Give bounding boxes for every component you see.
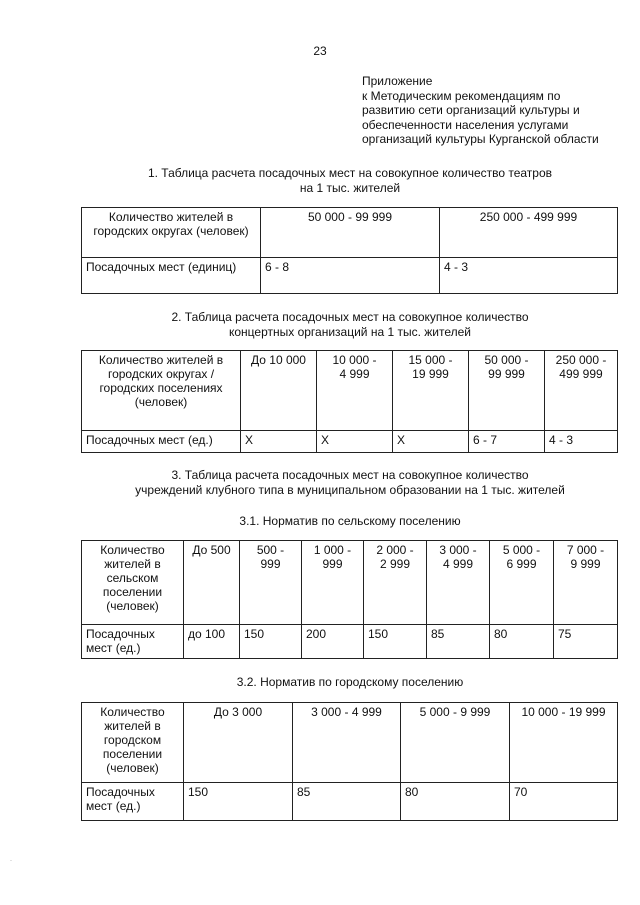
table-header-cell: 5 000 - 6 999	[490, 541, 554, 625]
table1-title	[40, 166, 640, 195]
table2-title-line: концертных организаций на 1 тыс. жителей	[228, 324, 472, 339]
table-header-cell: 7 000 - 9 999	[554, 541, 618, 625]
table-header-cell: 50 000 - 99 999	[469, 351, 545, 431]
table-cell: 80	[401, 783, 510, 821]
table-cell: 80	[490, 625, 554, 659]
table-header-cell: 250 000 - 499 999	[545, 351, 618, 431]
table-header-cell: До 500	[184, 541, 240, 625]
table-header-cell: 10 000 - 19 999	[510, 703, 618, 783]
section3-title	[40, 468, 640, 497]
table-cell: Посадочных мест (ед.)	[82, 625, 184, 659]
table-header-row	[82, 351, 618, 431]
table-cell: до 100	[184, 625, 240, 659]
table31-title-line: 3.1. Норматив по сельскому поселению	[239, 514, 461, 528]
table31	[81, 540, 618, 659]
appendix-line: Приложение	[362, 74, 433, 88]
table-header-cell: 500 - 999	[240, 541, 302, 625]
table32-title	[40, 675, 640, 690]
table-header-cell: 3 000 - 4 999	[427, 541, 490, 625]
table-header-cell: До 10 000	[241, 351, 317, 431]
table-header-cell: До 3 000	[184, 703, 293, 783]
table-cell: 150	[364, 625, 427, 659]
table-cell: 4 - 3	[545, 431, 618, 453]
table-header-cell: Количество жителей в городских округах / городских поселениях (человек)	[82, 351, 241, 431]
table-cell: 85	[293, 783, 401, 821]
table-row	[82, 625, 618, 659]
page-number: 23	[313, 44, 327, 58]
table-header-cell: 15 000 - 19 999	[393, 351, 469, 431]
table-cell: 75	[554, 625, 618, 659]
table-row	[82, 258, 618, 294]
table-header-cell: 10 000 - 4 999	[317, 351, 393, 431]
table32	[81, 702, 618, 821]
table-header-cell: 250 000 - 499 999	[440, 208, 618, 258]
table-header-cell: 1 000 - 999	[302, 541, 364, 625]
table-cell: Посадочных мест (единиц)	[82, 258, 261, 294]
appendix-line: к Методическим рекомендациям по	[362, 88, 561, 103]
table-cell: 70	[510, 783, 618, 821]
table2	[81, 350, 618, 453]
table-cell: X	[317, 431, 393, 453]
table-header-row	[82, 208, 618, 258]
table-header-row	[82, 703, 618, 783]
table-cell: Посадочных мест (ед.)	[82, 783, 184, 821]
appendix-note	[362, 74, 599, 147]
table-header-cell: 50 000 - 99 999	[261, 208, 440, 258]
table-header-cell: 3 000 - 4 999	[293, 703, 401, 783]
table-cell: X	[241, 431, 317, 453]
table-cell: 85	[427, 625, 490, 659]
table-header-cell: Количество жителей в сельском поселении (человек)	[82, 541, 184, 625]
section3-title-line: 3. Таблица расчета посадочных мест на совокупное количество	[171, 468, 529, 482]
margin-mark: ·	[10, 858, 12, 864]
appendix-line: организаций культуры Курганской области	[362, 132, 599, 147]
table-row	[82, 431, 618, 453]
table-row	[82, 783, 618, 821]
table1-title-line: 1. Таблица расчета посадочных мест на совокупное количество театров	[147, 166, 553, 180]
section3-title-line: учреждений клубного типа в муниципальном образовании на 1 тыс. жителей	[135, 482, 565, 497]
table-cell: 150	[184, 783, 293, 821]
table-header-row	[82, 541, 618, 625]
table2-title-line: 2. Таблица расчета посадочных мест на совокупное количество	[171, 310, 529, 324]
table1	[81, 207, 618, 294]
table2-title	[40, 310, 640, 339]
table-cell: 6 - 8	[261, 258, 440, 294]
table-header-cell: Количество жителей в городском поселении (человек)	[82, 703, 184, 783]
table-cell: X	[393, 431, 469, 453]
table1-title-line: на 1 тыс. жителей	[299, 180, 401, 195]
table-cell: 6 - 7	[469, 431, 545, 453]
table-header-cell: 2 000 - 2 999	[364, 541, 427, 625]
appendix-line: развитию сети организаций культуры и	[362, 103, 580, 118]
table-header-cell: Количество жителей в городских округах (человек)	[82, 208, 261, 258]
table-cell: 150	[240, 625, 302, 659]
table31-title	[40, 514, 640, 529]
table32-title-line: 3.2. Норматив по городскому поселению	[236, 675, 464, 689]
appendix-line: обеспеченности населения услугами	[362, 117, 569, 132]
table-cell: 4 - 3	[440, 258, 618, 294]
table-cell: 200	[302, 625, 364, 659]
table-cell: Посадочных мест (ед.)	[82, 431, 241, 453]
table-header-cell: 5 000 - 9 999	[401, 703, 510, 783]
